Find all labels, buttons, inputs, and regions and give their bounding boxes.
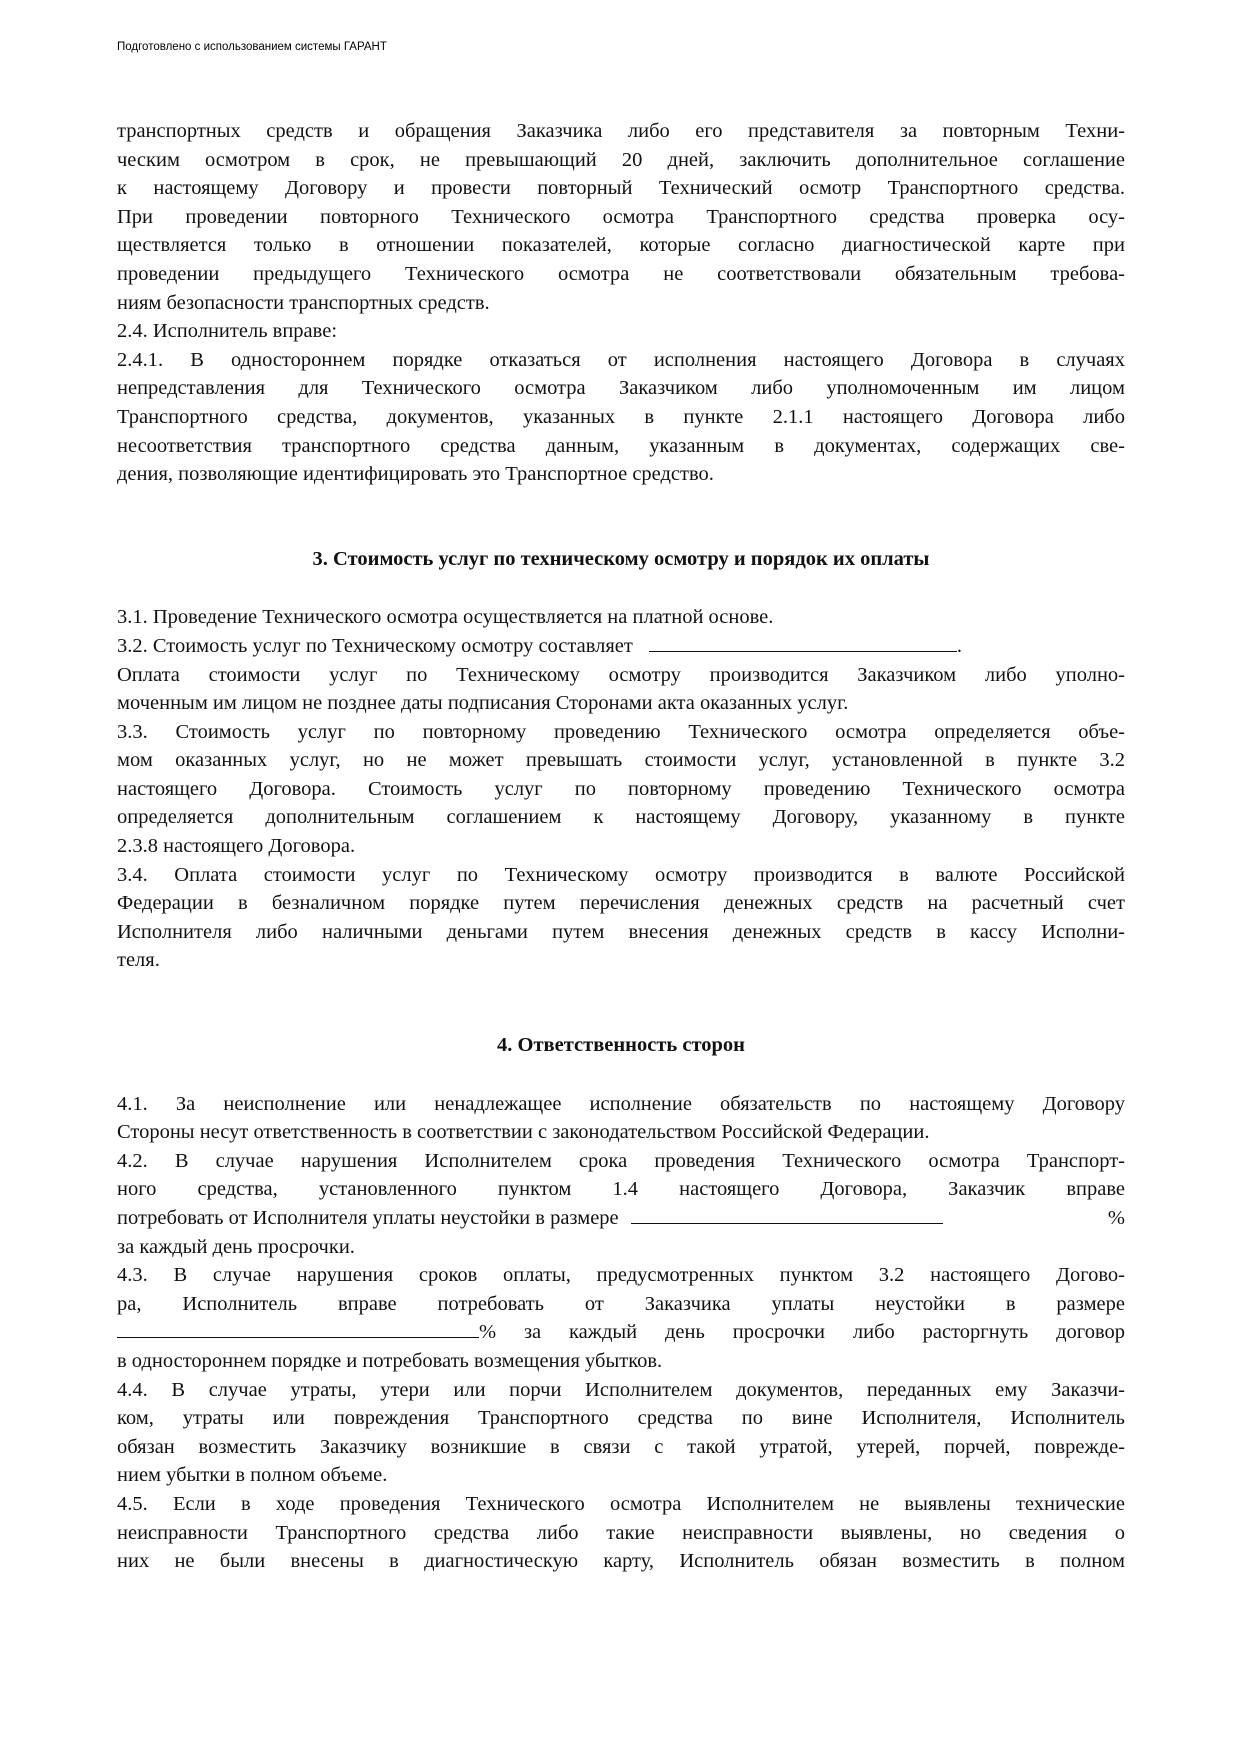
section-3-heading: 3. Стоимость услуг по техническому осмотру и порядок их оплаты <box>312 547 930 570</box>
section-4-heading: 4. Ответственность сторон <box>497 1034 745 1057</box>
clause-4-4 <box>117 1376 1125 1490</box>
text-line: Стороны несут ответственность в соответствии с законодательством Российской Федерации. <box>117 1121 930 1144</box>
text-line: ниям безопасности транспортных средств. <box>117 291 490 314</box>
clause-3-2-suffix: . <box>956 634 962 657</box>
text-line: При проведении повторного Технического осмотра Транспортного средства проверка осу- <box>117 205 1125 228</box>
intro-paragraph <box>117 117 1125 317</box>
text-line: непредставления для Технического осмотра Заказчиком либо уполномоченным им лицом <box>117 377 1125 400</box>
text-line: Транспортного средства, документов, указанных в пункте 2.1.1 настоящего Договора либо <box>117 405 1125 428</box>
text-line: ком, утраты или повреждения Транспортного средства по вине Исполнителя, Исполнитель <box>117 1407 1125 1430</box>
text-line: Оплата стоимости услуг по Техническому осмотру производится Заказчиком либо уполно- <box>117 663 1125 686</box>
executor-penalty-percent-blank-field[interactable] <box>631 1205 943 1224</box>
clause-4-5 <box>117 1490 1125 1576</box>
text-line: дения, позволяющие идентифицировать это Транспортное средство. <box>117 463 714 486</box>
clause-4-3 <box>117 1261 1125 1375</box>
text-line: 4.2. В случае нарушения Исполнителем срока проведения Технического осмотра Транспорт- <box>117 1149 1125 1172</box>
clause-2-4: 2.4. Исполнитель вправе: <box>117 320 338 343</box>
text-line: неисправности Транспортного средства либо такие неисправности выявлены, но сведения о <box>117 1521 1125 1544</box>
text-line: 4.4. В случае утраты, утери или порчи Исполнителем документов, переданных ему Заказчи- <box>117 1378 1125 1401</box>
text-line: 4.3. В случае нарушения сроков оплаты, предусмотренных пунктом 3.2 настоящего Догово- <box>117 1264 1125 1287</box>
clause-4-1 <box>117 1090 1125 1147</box>
text-line: определяется дополнительным соглашением к настоящему Договору, указанному в пункте <box>117 806 1125 829</box>
text-line: проведении предыдущего Технического осмотра не соответствовали обязательным требова- <box>117 262 1125 285</box>
clause-4-3-blank-suffix: % за каждый день просрочки либо расторгнуть договор <box>479 1321 1125 1344</box>
text-line: 3.3. Стоимость услуг по повторному проведению Технического осмотра определяется объе- <box>117 720 1125 743</box>
clause-3-3 <box>117 718 1125 861</box>
text-line: Федерации в безналичном порядке путем перечисления денежных средств на расчетный счет <box>117 892 1125 915</box>
clause-4-2-blank-prefix: потребовать от Исполнителя уплаты неустойки в размере <box>117 1207 619 1229</box>
text-line: 2.3.8 настоящего Договора. <box>117 835 356 858</box>
document-source-header: Подготовлено с использованием системы ГАРАНТ <box>117 41 387 53</box>
text-line: 2.4.1. В одностороннем порядке отказаться от исполнения настоящего Договора в случаях <box>117 348 1125 371</box>
clause-4-2-blank-line <box>117 1204 1125 1233</box>
text-line: 4.1. За неисполнение или ненадлежащее исполнение обязательств по настоящему Договору <box>117 1092 1125 1115</box>
customer-penalty-percent-blank-field[interactable] <box>117 1319 479 1338</box>
text-line: них не были внесены в диагностическую карту, Исполнитель обязан возместить в полном <box>117 1550 1125 1573</box>
text-line: обязан возместить Заказчику возникшие в связи с такой утратой, утерей, порчей, поврежде- <box>117 1435 1125 1458</box>
text-line: транспортных средств и обращения Заказчика либо его представителя за повторным Техни- <box>117 120 1125 142</box>
text-line: нием убытки в полном объеме. <box>117 1464 388 1487</box>
clause-3-2 <box>117 632 1125 718</box>
text-line: ческим осмотром в срок, не превышающий 20 дней, заключить дополнительное соглашение <box>117 148 1125 171</box>
clause-3-1: 3.1. Проведение Технического осмотра осуществляется на платной основе. <box>117 606 774 629</box>
text-line: мом оказанных услуг, но не может превышать стоимости услуг, установленной в пункте 3.2 <box>117 749 1125 772</box>
clause-3-2-prefix: 3.2. Стоимость услуг по Техническому осмотру составляет <box>117 634 633 657</box>
clause-4-2 <box>117 1147 1125 1261</box>
percent-sign: % <box>1107 1207 1125 1229</box>
text-line: 3.4. Оплата стоимости услуг по Техническому осмотру производится в валюте Российской <box>117 863 1125 886</box>
text-line: за каждый день просрочки. <box>117 1235 355 1258</box>
text-line: ного средства, установленного пунктом 1.4 настоящего Договора, Заказчик вправе <box>117 1178 1125 1201</box>
text-line: Исполнителя либо наличными деньгами путем внесения денежных средств в кассу Исполни- <box>117 920 1125 943</box>
text-line: ществляется только в отношении показателей, которые согласно диагностической карте при <box>117 234 1125 257</box>
text-line: в одностороннем порядке и потребовать возмещения убытков. <box>117 1349 663 1372</box>
service-cost-blank-field[interactable] <box>649 633 957 652</box>
document-body <box>117 117 1125 1576</box>
text-line: к настоящему Договору и провести повторный Технический осмотр Транспортного средства. <box>117 177 1125 200</box>
clause-3-2-first-line <box>117 632 1125 661</box>
text-line: теля. <box>117 949 160 972</box>
clause-2-4-1 <box>117 346 1125 489</box>
clause-4-3-blank-line <box>117 1318 1125 1347</box>
clause-3-4 <box>117 861 1125 975</box>
text-line: 4.5. Если в ходе проведения Технического осмотра Исполнителем не выявлены технические <box>117 1492 1125 1515</box>
text-line: моченным им лицом не позднее даты подписания Сторонами акта оказанных услуг. <box>117 692 849 715</box>
text-line: ра, Исполнитель вправе потребовать от Заказчика уплаты неустойки в размере <box>117 1292 1125 1315</box>
text-line: настоящего Договора. Стоимость услуг по повторному проведению Технического осмотра <box>117 777 1125 800</box>
text-line: несоответствия транспортного средства данным, указанным в документах, содержащих све- <box>117 434 1125 457</box>
